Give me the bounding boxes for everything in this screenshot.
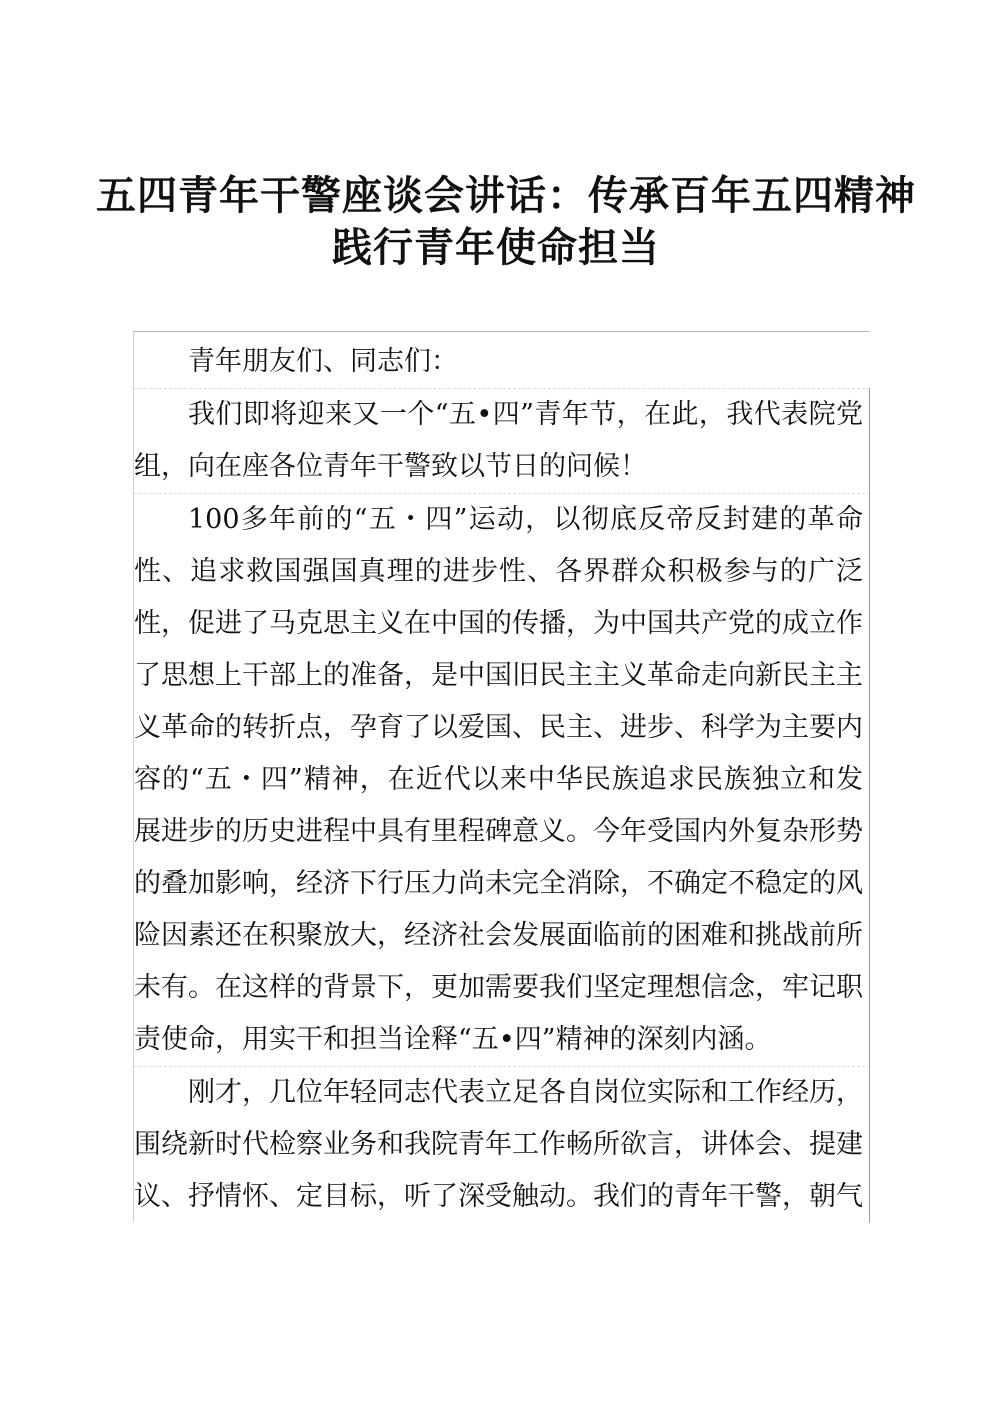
salutation-paragraph: 青年朋友们、同志们： bbox=[188, 346, 458, 377]
document-body bbox=[133, 331, 870, 1222]
title-line-1: 五四青年干警座谈会讲话：传承百年五四精神 bbox=[96, 173, 916, 219]
discussion-paragraph: 刚才，几位年轻同志代表立足各自岗位实际和工作经历，围绕新时代检察业务和我院青年工作畅所欲言，讲体会、提建议、抒情怀、定目标，听了深受触动。我们的青年干警，朝气 bbox=[134, 1066, 870, 1223]
title-line-2: 践行青年使命担当 bbox=[332, 225, 660, 271]
document-title bbox=[96, 170, 916, 274]
history-paragraph: 100多年前的“五・四”运动，以彻底反帝反封建的革命性、追求救国强国真理的进步性、各界群众积极参与的广泛性，促进了马克思主义在中国的传播，为中国共产党的成立作了思想上干部上的准备，是中国旧民主主义革命走向新民主主义革命的转折点，孕育了以爱国、民主、进步、科学为主要内容的“五・四”精神，在近代以来中华民族追求民族独立和发展进步的历史进程中具有里程碑意义。今年受国内外复杂形势的叠加影响，经济下行压力尚未完全消除，不确定不稳定的风险因素还在积聚放大，经济社会发展面临前的困难和挑战前所未有。在这样的背景下，更加需要我们坚定理想信念，牢记职责使命，用实干和担当诠释“五•四”精神的深刻内涵。 bbox=[134, 493, 870, 1066]
greeting-paragraph: 我们即将迎来又一个“五•四”青年节，在此，我代表院党组，向在座各位青年干警致以节日的问候！ bbox=[134, 388, 870, 493]
